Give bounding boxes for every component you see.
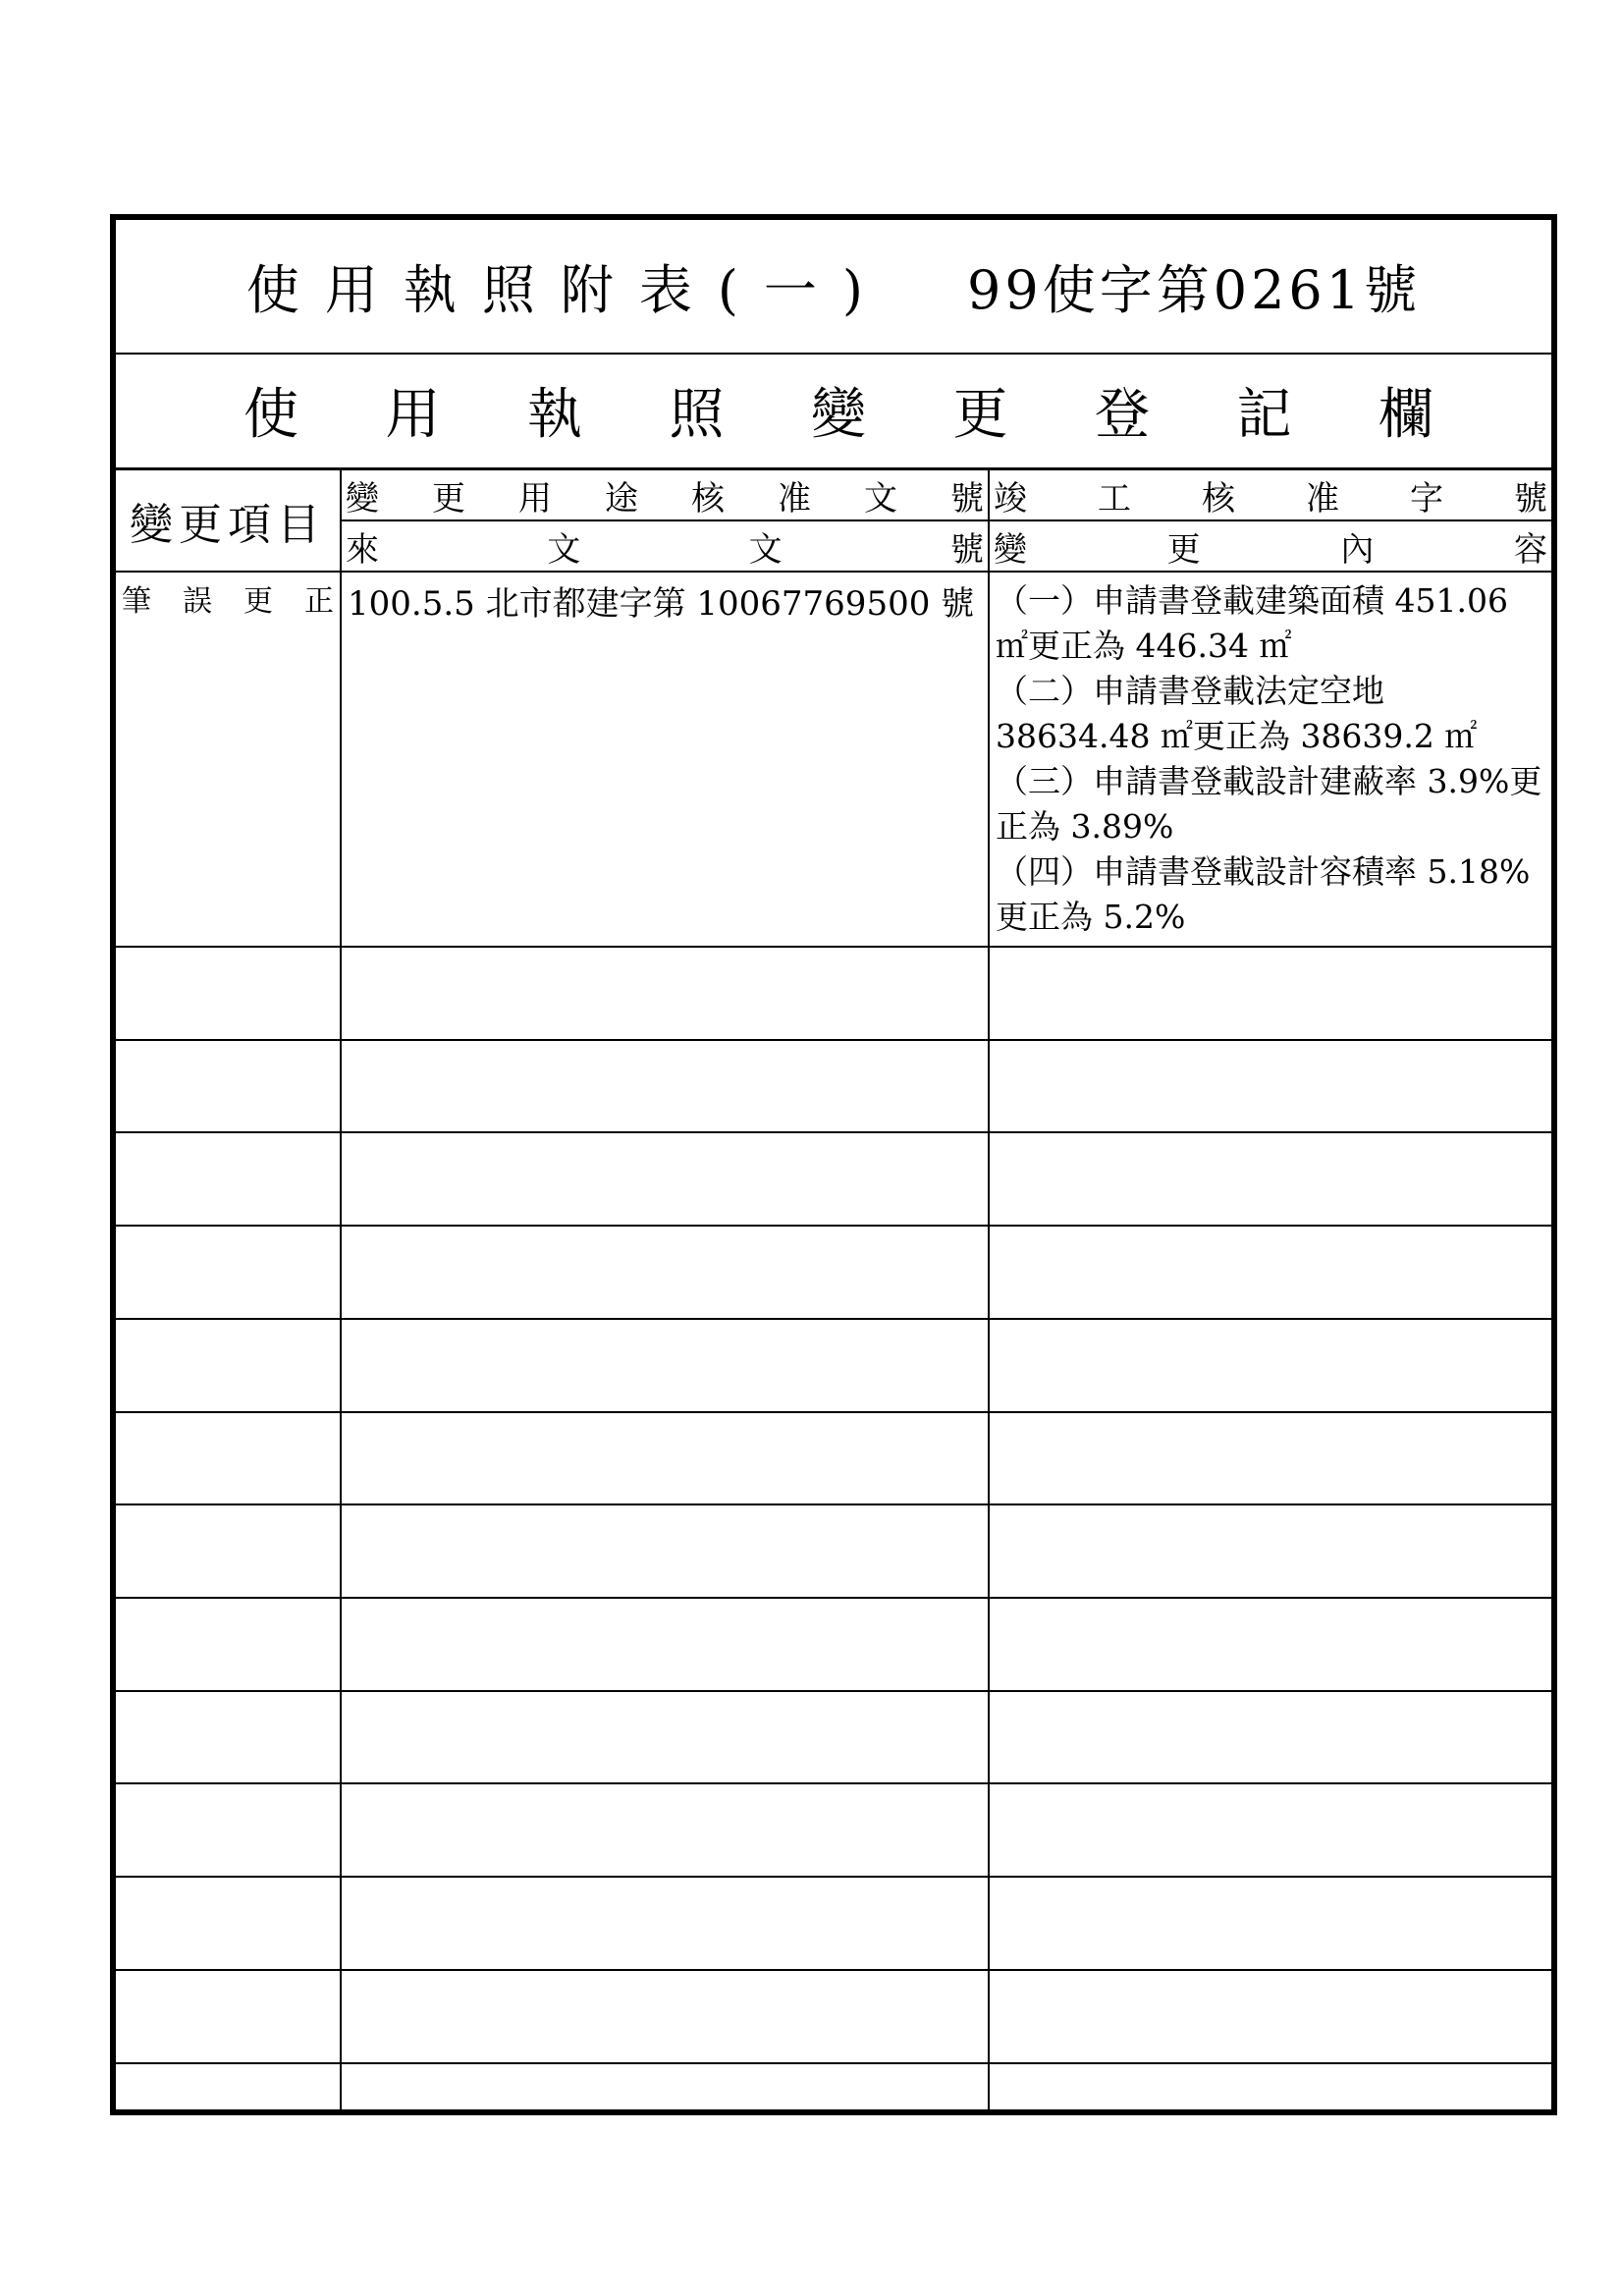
header-char: 變 — [994, 529, 1027, 570]
header-source-doc — [341, 520, 989, 572]
subtitle-char: 照 — [669, 382, 725, 447]
license-sheet — [110, 214, 1557, 2115]
empty-row — [116, 1783, 1551, 1877]
title-main: 使用執照附表(一) — [245, 259, 889, 321]
header-char: 更 — [1166, 529, 1201, 570]
license-number: 99使字第0261號 — [967, 259, 1422, 321]
header-char: 准 — [1306, 478, 1339, 519]
header-char: 文 — [864, 478, 897, 519]
item-char: 誤 — [183, 584, 212, 619]
empty-row — [116, 1970, 1551, 2063]
empty-row — [116, 947, 1551, 1040]
empty-cell — [116, 947, 341, 1040]
empty-cell — [989, 1970, 1551, 2063]
empty-cell — [116, 1132, 341, 1226]
empty-row — [116, 1691, 1551, 1784]
header-char: 核 — [1202, 478, 1235, 519]
empty-cell — [341, 947, 989, 1040]
empty-cell — [989, 1598, 1551, 1691]
empty-cell — [341, 1877, 989, 1970]
header-char: 來 — [346, 529, 379, 570]
subtitle-char: 更 — [952, 382, 1008, 447]
empty-row — [116, 1226, 1551, 1319]
header-approval-doc — [341, 470, 989, 520]
empty-cell — [116, 1877, 341, 1970]
header-char: 途 — [605, 478, 638, 519]
empty-row — [116, 1132, 1551, 1226]
empty-row — [116, 1504, 1551, 1598]
empty-cell — [989, 2063, 1551, 2109]
empty-cell — [341, 1598, 989, 1691]
empty-cell — [989, 1783, 1551, 1877]
empty-cell — [116, 1412, 341, 1505]
header-char: 核 — [691, 478, 725, 519]
empty-row — [116, 1040, 1551, 1133]
empty-cell — [116, 1691, 341, 1784]
empty-cell — [989, 1877, 1551, 1970]
header-char: 用 — [518, 478, 552, 519]
item-char: 更 — [243, 584, 273, 619]
empty-cell — [341, 1040, 989, 1133]
header-char: 准 — [778, 478, 811, 519]
empty-cell — [341, 1319, 989, 1412]
subtitle-char: 登 — [1095, 382, 1150, 447]
header-char: 竣 — [994, 478, 1027, 519]
header-char: 號 — [949, 529, 984, 570]
empty-cell — [989, 1226, 1551, 1319]
header-change-item: 變更項目 — [116, 470, 341, 572]
empty-cell — [989, 947, 1551, 1040]
empty-cell — [341, 1412, 989, 1505]
header-char: 號 — [950, 478, 984, 519]
row-document: 100.5.5 北市都建字第 10067769500 號 — [341, 572, 989, 947]
section-subtitle — [116, 353, 1551, 470]
empty-cell — [341, 1783, 989, 1877]
content-line: （二）申請書登載法定空地 38634.48 ㎡更正為 38639.2 ㎡ — [996, 672, 1478, 755]
content-line: （一）申請書登載建築面積 451.06 ㎡更正為 446.34 ㎡ — [996, 581, 1508, 665]
subtitle-char: 使 — [243, 382, 298, 447]
empty-cell — [116, 1040, 341, 1133]
empty-cell — [116, 1226, 341, 1319]
header-char: 文 — [748, 529, 783, 570]
header-char: 容 — [1513, 529, 1547, 570]
subtitle-char: 欄 — [1378, 382, 1433, 447]
content-line: （三）申請書登載設計建蔽率 3.9%更正為 3.89% — [996, 762, 1542, 846]
empty-cell — [341, 2063, 989, 2109]
empty-cell — [989, 1319, 1551, 1412]
empty-cell — [116, 1783, 341, 1877]
item-char: 筆 — [122, 584, 151, 619]
empty-row — [116, 1412, 1551, 1505]
empty-cell — [116, 2063, 341, 2109]
empty-cell — [341, 1970, 989, 2063]
table-row — [116, 572, 1551, 947]
header-char: 文 — [547, 529, 581, 570]
header-char: 更 — [432, 478, 465, 519]
header-content — [989, 520, 1551, 572]
content-line: （四）申請書登載設計容積率 5.18%更正為 5.2% — [996, 852, 1531, 936]
empty-row — [116, 2063, 1551, 2109]
header-char: 工 — [1098, 478, 1131, 519]
empty-cell — [989, 1412, 1551, 1505]
header-char: 號 — [1514, 478, 1547, 519]
empty-row — [116, 1877, 1551, 1970]
empty-cell — [116, 1504, 341, 1598]
empty-row — [116, 1319, 1551, 1412]
empty-cell — [341, 1226, 989, 1319]
empty-cell — [116, 1319, 341, 1412]
change-register-table — [116, 470, 1551, 2109]
document-title — [116, 220, 1551, 355]
header-char: 字 — [1410, 478, 1443, 519]
header-char: 內 — [1340, 529, 1375, 570]
subtitle-char: 記 — [1236, 382, 1292, 447]
item-char: 正 — [304, 584, 334, 619]
empty-cell — [989, 1132, 1551, 1226]
subtitle-char: 變 — [811, 382, 866, 447]
empty-cell — [989, 1691, 1551, 1784]
empty-cell — [989, 1504, 1551, 1598]
header-completion-no — [989, 470, 1551, 520]
subtitle-char: 用 — [385, 382, 441, 447]
row-content — [989, 572, 1551, 947]
empty-row — [116, 1598, 1551, 1691]
empty-cell — [341, 1132, 989, 1226]
empty-cell — [341, 1691, 989, 1784]
empty-cell — [989, 1040, 1551, 1133]
empty-cell — [116, 1598, 341, 1691]
empty-cell — [341, 1504, 989, 1598]
empty-cell — [116, 1970, 341, 2063]
subtitle-char: 執 — [527, 382, 582, 447]
header-char: 變 — [346, 478, 379, 519]
row-item — [116, 572, 341, 947]
